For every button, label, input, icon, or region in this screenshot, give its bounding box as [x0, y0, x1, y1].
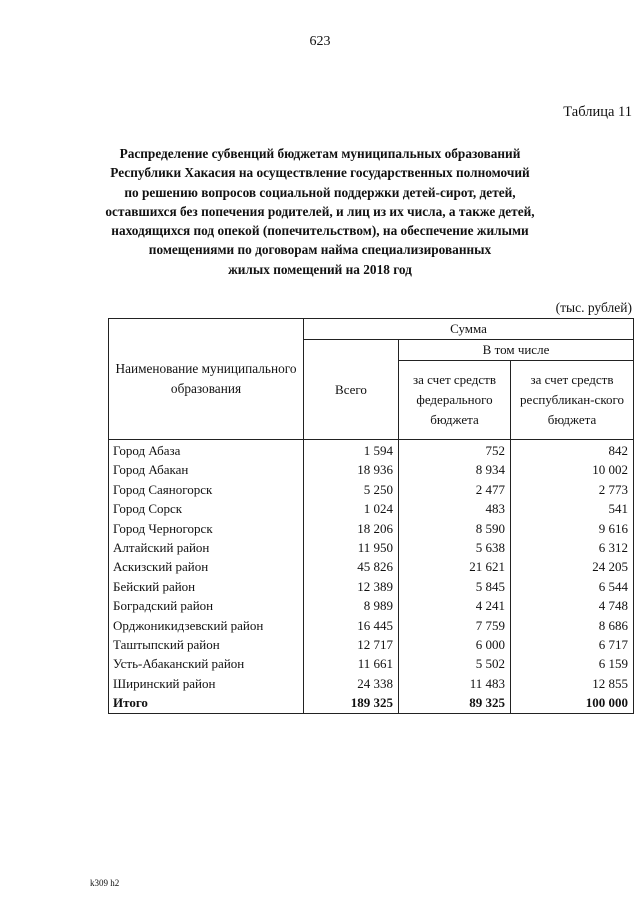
row-republic: 9 616 — [511, 519, 634, 538]
row-total: 12 717 — [304, 635, 399, 654]
totals-row — [109, 693, 634, 713]
table-row — [109, 596, 634, 615]
row-republic: 10 002 — [511, 460, 634, 479]
table-row — [109, 440, 634, 461]
table-row — [109, 616, 634, 635]
table-label: Таблица 11 — [563, 104, 632, 120]
row-federal: 483 — [399, 499, 511, 518]
table-row — [109, 538, 634, 557]
title-line: Распределение субвенций бюджетам муниципальных образований — [119, 146, 521, 161]
row-name: Таштыпский район — [109, 635, 304, 654]
footer-code: k309 h2 — [90, 878, 120, 888]
header-municipality: Наименование муниципального образования — [109, 319, 304, 440]
row-federal: 7 759 — [399, 616, 511, 635]
row-federal: 4 241 — [399, 596, 511, 615]
table-body — [109, 440, 634, 714]
row-republic: 12 855 — [511, 674, 634, 693]
row-republic: 6 159 — [511, 654, 634, 673]
table-row — [109, 480, 634, 499]
row-total: 18 206 — [304, 519, 399, 538]
subvention-table — [108, 318, 634, 714]
title-line: помещениями по договорам найма специализированных — [148, 242, 492, 258]
row-total: 24 338 — [304, 674, 399, 693]
row-name: Алтайский район — [109, 538, 304, 557]
row-republic: 4 748 — [511, 596, 634, 615]
header-sum: Сумма — [304, 319, 634, 340]
row-name: Город Абаза — [109, 440, 304, 461]
row-total: 16 445 — [304, 616, 399, 635]
row-total: 11 950 — [304, 538, 399, 557]
header-federal: за счет средств федерального бюджета — [399, 361, 511, 440]
row-total: 5 250 — [304, 480, 399, 499]
row-federal: 5 638 — [399, 538, 511, 557]
table-row — [109, 519, 634, 538]
units-label: (тыс. рублей) — [555, 300, 632, 315]
title-line: по решению вопросов социальной поддержки детей-сирот, детей, — [124, 184, 516, 200]
row-name: Боградский район — [109, 596, 304, 615]
row-name: Город Сорск — [109, 499, 304, 518]
row-federal: 21 621 — [399, 557, 511, 576]
title-line: жилых помещений на 2018 год — [228, 261, 412, 277]
table-row — [109, 654, 634, 673]
row-federal: 8 934 — [399, 460, 511, 479]
row-name: Бейский район — [109, 577, 304, 596]
row-federal: 11 483 — [399, 674, 511, 693]
row-total: 12 389 — [304, 577, 399, 596]
row-total: 1 024 — [304, 499, 399, 518]
row-total: 11 661 — [304, 654, 399, 673]
row-name: Ширинский район — [109, 674, 304, 693]
row-republic: 6 312 — [511, 538, 634, 557]
totals-federal: 89 325 — [399, 693, 511, 713]
row-total: 1 594 — [304, 440, 399, 461]
row-federal: 5 502 — [399, 654, 511, 673]
row-name: Аскизский район — [109, 557, 304, 576]
row-republic: 6 544 — [511, 577, 634, 596]
row-federal: 752 — [399, 440, 511, 461]
page-number: 623 — [309, 34, 331, 49]
row-federal: 2 477 — [399, 480, 511, 499]
row-total: 8 989 — [304, 596, 399, 615]
row-federal: 6 000 — [399, 635, 511, 654]
document-title — [100, 144, 540, 279]
row-republic: 541 — [511, 499, 634, 518]
table-row — [109, 674, 634, 693]
row-federal: 8 590 — [399, 519, 511, 538]
title-line: находящихся под опекой (попечительством), на обеспечение жилыми — [111, 223, 529, 239]
row-republic: 6 717 — [511, 635, 634, 654]
table-row — [109, 635, 634, 654]
row-republic: 842 — [511, 440, 634, 461]
title-line: Республики Хакасия на осуществление государственных полномочий — [110, 165, 530, 181]
table-row — [109, 499, 634, 518]
row-name: Город Саяногорск — [109, 480, 304, 499]
row-republic: 24 205 — [511, 557, 634, 576]
header-republic: за счет средств республикан-ского бюджета — [511, 361, 634, 440]
table-row — [109, 577, 634, 596]
row-total: 45 826 — [304, 557, 399, 576]
totals-republic: 100 000 — [511, 693, 634, 713]
row-name: Город Абакан — [109, 460, 304, 479]
totals-name: Итого — [109, 693, 304, 713]
header-total: Всего — [304, 340, 399, 440]
row-total: 18 936 — [304, 460, 399, 479]
row-federal: 5 845 — [399, 577, 511, 596]
title-line: оставшихся без попечения родителей, и лиц из их числа, а также детей, — [105, 203, 535, 219]
row-republic: 8 686 — [511, 616, 634, 635]
table-row — [109, 460, 634, 479]
totals-total: 189 325 — [304, 693, 399, 713]
row-republic: 2 773 — [511, 480, 634, 499]
header-including: В том числе — [399, 340, 634, 361]
row-name: Орджоникидзевский район — [109, 616, 304, 635]
row-name: Усть-Абаканский район — [109, 654, 304, 673]
row-name: Город Черногорск — [109, 519, 304, 538]
table-row — [109, 557, 634, 576]
